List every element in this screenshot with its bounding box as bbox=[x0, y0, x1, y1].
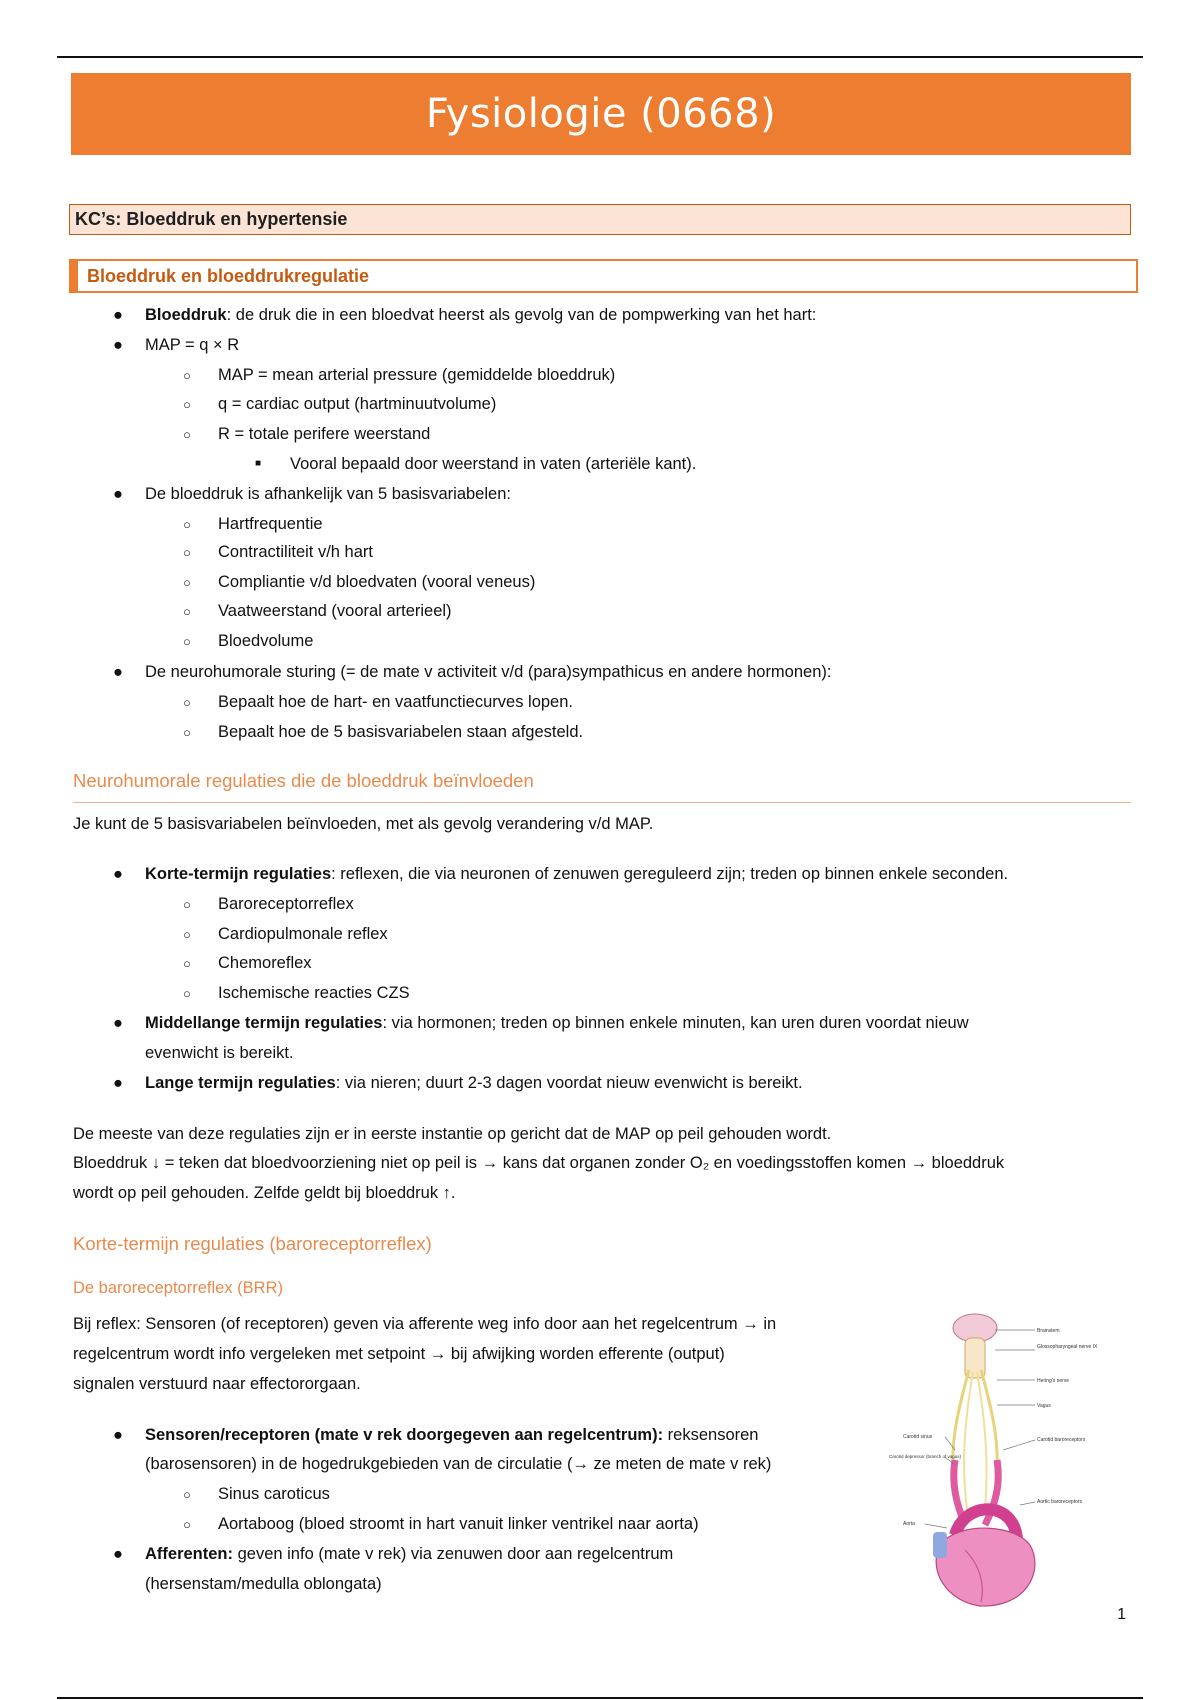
list-item: Compliantie v/d bloedvaten (vooral veneus) bbox=[218, 573, 536, 591]
list-item: Vooral bepaald door weerstand in vaten (arteriële kant). bbox=[290, 455, 697, 473]
list-item-cont: evenwicht is bereikt. bbox=[145, 1044, 294, 1062]
list-item: Bloedvolume bbox=[218, 632, 314, 650]
list-item: Chemoreflex bbox=[218, 954, 312, 972]
paragraph: Bloeddruk ↓ = teken dat bloedvoorziening niet op peil is → kans dat organen zonder O₂ en voedingsstoffen komen → bloeddruk bbox=[73, 1154, 1005, 1172]
bullet-dot: ● bbox=[113, 1545, 123, 1563]
list-item: Cardiopulmonale reflex bbox=[218, 925, 388, 943]
paragraph: signalen verstuurd naar effectororgaan. bbox=[73, 1375, 361, 1393]
subsection-rule bbox=[73, 802, 1131, 803]
figure-label: Glossopharyngeal nerve IX bbox=[1037, 1344, 1098, 1350]
figure-label: Brainstem bbox=[1037, 1328, 1060, 1334]
list-item: Ischemische reacties CZS bbox=[218, 984, 410, 1002]
figure-label: Carotid sinus bbox=[903, 1434, 933, 1440]
list-item: Lange termijn regulaties: via nieren; duurt 2-3 dagen voordat nieuw evenwicht is bereikt. bbox=[145, 1074, 803, 1092]
baroreceptor-anatomy-figure bbox=[885, 1310, 1115, 1610]
list-item: Aortaboog (bloed stroomt in hart vanuit linker ventrikel naar aorta) bbox=[218, 1515, 699, 1533]
figure-label: Hering's nerve bbox=[1037, 1378, 1070, 1384]
bullet-dot: ● bbox=[113, 336, 123, 354]
bullet-circle: ○ bbox=[183, 927, 191, 942]
bullet-circle: ○ bbox=[183, 397, 191, 412]
bullet-circle: ○ bbox=[183, 1487, 191, 1502]
bullet-square: ■ bbox=[255, 458, 262, 469]
list-item: Sensoren/receptoren (mate v rek doorgegeven aan regelcentrum): reksensoren bbox=[145, 1426, 759, 1444]
bullet-circle: ○ bbox=[183, 604, 191, 619]
paragraph: De meeste van deze regulaties zijn er in eerste instantie op gericht dat de MAP op peil gehouden wordt. bbox=[73, 1125, 832, 1143]
paragraph: regelcentrum wordt info vergeleken met setpoint → bij afwijking worden efferente (output) bbox=[73, 1345, 725, 1363]
bullet-circle: ○ bbox=[183, 1517, 191, 1532]
bullet-circle: ○ bbox=[183, 575, 191, 590]
subsection-heading: Neurohumorale regulaties die de bloeddruk beïnvloeden bbox=[73, 770, 534, 791]
list-item: MAP = q × R bbox=[145, 336, 240, 354]
bullet-circle: ○ bbox=[183, 368, 191, 383]
list-item: De bloeddruk is afhankelijk van 5 basisvariabelen: bbox=[145, 485, 511, 503]
list-item-cont: (barosensoren) in de hogedrukgebieden van de circulatie (→ ze meten de mate v rek) bbox=[145, 1455, 772, 1473]
bullet-dot: ● bbox=[113, 306, 123, 324]
list-item: Korte-termijn regulaties: reflexen, die via neuronen of zenuwen gereguleerd zijn; treden op binnen enkele seconden. bbox=[145, 865, 1009, 883]
list-item: Contractiliteit v/h hart bbox=[218, 543, 373, 561]
paragraph: Bij reflex: Sensoren (of receptoren) geven via afferente weg info door aan het regelcentrum → in bbox=[73, 1315, 777, 1333]
figure-label: Vagus bbox=[1037, 1403, 1051, 1409]
bullet-circle: ○ bbox=[183, 956, 191, 971]
section-heading: Bloeddruk en bloeddrukregulatie bbox=[87, 265, 370, 286]
list-item: Afferenten: geven info (mate v rek) via zenuwen door aan regelcentrum bbox=[145, 1545, 674, 1563]
bottom-rule bbox=[57, 1697, 1143, 1699]
bullet-circle: ○ bbox=[183, 545, 191, 560]
bullet-dot: ● bbox=[113, 865, 123, 883]
page-number: 1 bbox=[1117, 1606, 1126, 1623]
list-item-cont: (hersenstam/medulla oblongata) bbox=[145, 1575, 382, 1593]
bullet-circle: ○ bbox=[183, 725, 191, 740]
list-item: Middellange termijn regulaties: via hormonen; treden op binnen enkele minuten, kan uren duren voordat nieuw bbox=[145, 1014, 969, 1032]
list-item: Hartfrequentie bbox=[218, 515, 323, 533]
bullet-dot: ● bbox=[113, 1426, 123, 1444]
list-item: Baroreceptorreflex bbox=[218, 895, 354, 913]
kc-heading-box bbox=[69, 204, 1131, 235]
figure-label: Aorta bbox=[903, 1521, 915, 1527]
list-item: Bepaalt hoe de hart- en vaatfunctiecurves lopen. bbox=[218, 693, 573, 711]
figure-label: Carotid depressor (branch of vagus) bbox=[889, 1454, 962, 1459]
figure-label: Carotid baroreceptors bbox=[1037, 1437, 1086, 1443]
top-rule bbox=[57, 56, 1143, 58]
bullet-dot: ● bbox=[113, 663, 123, 681]
list-item: Bloeddruk: de druk die in een bloedvat heerst als gevolg van de pompwerking van het hart: bbox=[145, 306, 817, 324]
paragraph: Je kunt de 5 basisvariabelen beïnvloeden, met als gevolg verandering v/d MAP. bbox=[73, 815, 654, 833]
bullet-circle: ○ bbox=[183, 695, 191, 710]
bullet-circle: ○ bbox=[183, 897, 191, 912]
bullet-dot: ● bbox=[113, 1074, 123, 1092]
paragraph: wordt op peil gehouden. Zelfde geldt bij bloeddruk ↑. bbox=[73, 1184, 456, 1202]
page-title: Fysiologie (0668) bbox=[425, 91, 777, 137]
list-item: Vaatweerstand (vooral arterieel) bbox=[218, 602, 452, 620]
bullet-dot: ● bbox=[113, 1014, 123, 1032]
bullet-circle: ○ bbox=[183, 517, 191, 532]
list-item: De neurohumorale sturing (= de mate v activiteit v/d (para)sympathicus en andere hormonen): bbox=[145, 663, 832, 681]
section-heading-box bbox=[69, 259, 1138, 293]
bullet-circle: ○ bbox=[183, 634, 191, 649]
list-item: q = cardiac output (hartminuutvolume) bbox=[218, 395, 497, 413]
list-item: Bepaalt hoe de 5 basisvariabelen staan afgesteld. bbox=[218, 723, 584, 741]
list-item: R = totale perifere weerstand bbox=[218, 425, 431, 443]
title-banner bbox=[71, 73, 1131, 155]
figure-label: Aortic baroreceptors bbox=[1037, 1499, 1083, 1505]
sub-subsection-heading: De baroreceptorreflex (BRR) bbox=[73, 1279, 283, 1297]
list-item: MAP = mean arterial pressure (gemiddelde bloeddruk) bbox=[218, 366, 616, 384]
bullet-circle: ○ bbox=[183, 986, 191, 1001]
list-item: Sinus caroticus bbox=[218, 1485, 330, 1503]
bullet-dot: ● bbox=[113, 485, 123, 503]
subsection-heading: Korte-termijn regulaties (baroreceptorreflex) bbox=[73, 1233, 432, 1254]
kc-heading: KC’s: Bloeddruk en hypertensie bbox=[75, 209, 348, 229]
bullet-circle: ○ bbox=[183, 427, 191, 442]
